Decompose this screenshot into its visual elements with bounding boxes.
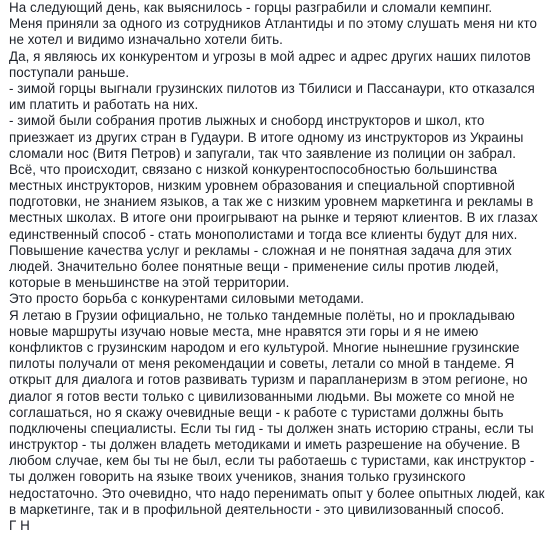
post-line: местных школах. В итоге они проигрывают на рынке и теряют клиентов. В их глазах: [9, 210, 538, 226]
post-line: Это просто борьба с конкурентами силовыми методами.: [9, 291, 365, 307]
post-line: пилоты получали от меня рекомендации и советы, летали со мной в тандеме. Я: [9, 356, 515, 372]
post-line: сломали нос (Витя Петров) и запугали, так что заявление из полиции он забрал.: [9, 145, 517, 161]
post-line: соглашаться, но я скажу очевидные вещи - к работе с туристами должны быть: [9, 404, 504, 420]
post-line: в маркетинге, так и в профильной деятельности - это цивилизованный способ.: [9, 501, 505, 517]
post-line: не хотел и видимо изначально хотели бить.: [9, 32, 283, 48]
post-line: конфликтов с грузинским народом и его культурой. Многие нынешние грузинские: [9, 339, 520, 355]
post-line: Повышение качества услуг и рекламы - сложная и не понятная задача для этих: [9, 242, 512, 258]
post-line: единственный способ - стать монополистами и тогда все клиенты будут для них.: [9, 226, 518, 242]
post-line: ты должен говорить на языке твоих учеников, знания только грузинского: [9, 469, 466, 485]
post-line: Да, я являюсь их конкурентом и угрозы в мой адрес и адрес других наших пилотов: [9, 48, 531, 64]
post-line: новые маршруты изучаю новые места, мне нравятся эти горы и я не имею: [9, 323, 479, 339]
post-line: подготовки, не знанием языков, а так же с низким уровнем маркетинга и рекламы в: [9, 194, 534, 210]
post-line: Я летаю в Грузии официально, не только тандемные полёты, но и прокладываю: [9, 307, 515, 323]
post-line: - зимой были собрания против лыжных и сноборд инструкторов и школ, кто: [9, 113, 485, 129]
post-line: инструктор - ты должен владеть методиками и иметь разрешение на обучение. В: [9, 437, 521, 453]
post-line: - зимой горцы выгнали грузинских пилотов из Тбилиси и Пассанаури, кто отказался: [9, 80, 535, 96]
post-line: открыт для диалога и готов развивать туризм и парапланеризм в этом регионе, но: [9, 372, 528, 388]
post-line: Всё, что происходит, связано с низкой конкурентоспособностью большинства: [9, 161, 498, 177]
post-line: На следующий день, как выяснилось - горцы разграбили и сломали кемпинг.: [9, 0, 493, 15]
post-line: любом случае, кем бы ты не был, если ты работаешь с туристами, как инструктор -: [9, 453, 535, 469]
post-line: Меня приняли за одного из сотрудников Атлантиды и по этому слушать меня ни кто: [9, 16, 537, 32]
post-line: недостаточно. Это очевидно, что надо перенимать опыт у более опытных людей, как: [9, 485, 545, 501]
post-line: им платить и работать на них.: [9, 97, 199, 113]
post-line: которые в меньшинстве на этой территории.: [9, 275, 290, 291]
post-line: местных инструкторов, низким уровнем образования и специальной спортивной: [9, 178, 515, 194]
post-line: диалог я готов вести только с цивилизованными людьми. Вы можете со мной не: [9, 388, 515, 404]
post-line: подключены специалисты. Если ты гид - ты должен знать историю страны, если ты: [9, 420, 534, 436]
post-line-cropped: Г Н: [9, 518, 30, 533]
post-line: приезжает из других стран в Гудаури. В итоге одному из инструкторов из Украины: [9, 129, 524, 145]
post-line: людей. Значительно более понятные вещи - применение силы против людей,: [9, 259, 499, 274]
post-text: [9, 0, 545, 533]
post-line: поступали раньше.: [9, 64, 130, 80]
